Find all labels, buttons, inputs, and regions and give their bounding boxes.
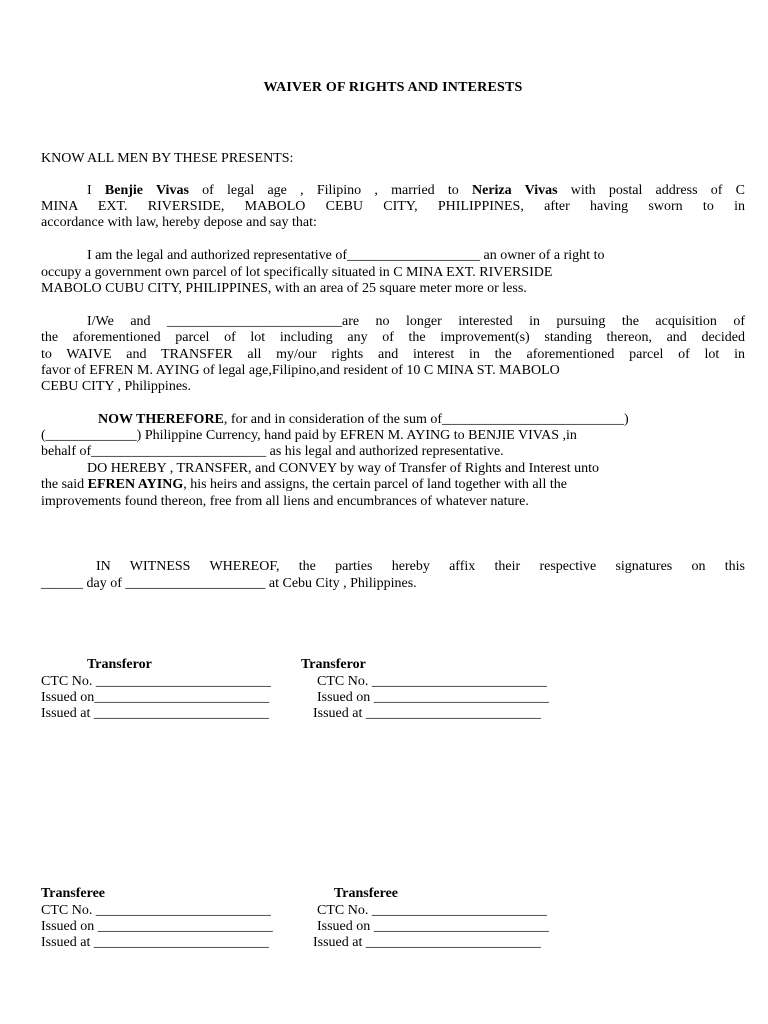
- para1-line3: accordance with law, hereby depose and say that:: [41, 215, 317, 230]
- transferor-label-left: Transferor: [87, 657, 152, 672]
- opening-line: KNOW ALL MEN BY THESE PRESENTS:: [41, 151, 294, 166]
- transferee-name: EFREN AYING: [87, 477, 184, 492]
- transferor-name: Benjie Vivas: [104, 183, 189, 198]
- transferor-issued-on-left: Issued on_________________________: [41, 690, 270, 705]
- document-title: WAIVER OF RIGHTS AND INTERESTS: [263, 80, 523, 95]
- para3-line5: CEBU CITY , Philippines.: [41, 379, 191, 394]
- para3-line2: the aforementioned parcel of lot including any of the improvement(s) standing thereon, and decided: [41, 330, 745, 345]
- para1-line2: MINA EXT. RIVERSIDE, MABOLO CEBU CITY, PHILIPPINES, after having sworn to in: [41, 199, 745, 214]
- spouse-name: Neriza Vivas: [472, 183, 558, 198]
- para5-line2: ______ day of ____________________ at Cebu City , Philippines.: [41, 576, 417, 591]
- para4-line3: behalf of_________________________ as his legal and authorized representative.: [41, 444, 504, 459]
- para1-line1: I Benjie Vivas of legal age , Filipino , married to Neriza Vivas with postal address of C: [87, 183, 745, 198]
- para4-line2: (_____________) Philippine Currency, hand paid by EFREN M. AYING to BENJIE VIVAS ,in: [41, 428, 577, 443]
- transferee-signature-block: [41, 886, 621, 956]
- para3-line3: to WAIVE and TRANSFER all my/our rights and interest in the aforementioned parcel of lot in: [41, 347, 745, 362]
- para2-line1: I am the legal and authorized representative of___________________ an owner of a right to: [87, 248, 605, 263]
- transferee-ctc-right: CTC No. _________________________: [317, 903, 547, 918]
- transferee-issued-at-left: Issued at _________________________: [41, 935, 269, 950]
- para5-line1: IN WITNESS WHEREOF, the parties hereby affix their respective signatures on this: [96, 559, 745, 574]
- transferee-issued-on-right: Issued on _________________________: [317, 919, 549, 934]
- transferor-ctc-right: CTC No. _________________________: [317, 674, 547, 689]
- para4-line4: DO HEREBY , TRANSFER, and CONVEY by way of Transfer of Rights and Interest unto: [87, 461, 600, 476]
- para3-line4: favor of EFREN M. AYING of legal age,Filipino,and resident of 10 C MINA ST. MABOLO: [41, 363, 560, 378]
- para3-line1: I/We and _________________________are no longer interested in pursuing the acquisition of: [87, 314, 745, 329]
- transferee-issued-on-left: Issued on _________________________: [41, 919, 273, 934]
- transferee-label-left: Transferee: [41, 886, 106, 901]
- transferee-label-right: Transferee: [334, 886, 399, 901]
- transferor-signature-block: [41, 657, 621, 727]
- transferor-issued-at-left: Issued at _________________________: [41, 706, 269, 721]
- para4-line6: improvements found thereon, free from all liens and encumbrances of whatever nature.: [41, 494, 529, 509]
- para4-line1: NOW THEREFORE, for and in consideration of the sum of__________________________): [98, 412, 629, 427]
- para4-line5: the said EFREN AYING, his heirs and assigns, the certain parcel of land together with all the: [41, 477, 567, 492]
- transferor-issued-at-right: Issued at _________________________: [313, 706, 541, 721]
- para2-line2: occupy a government own parcel of lot specifically situated in C MINA EXT. RIVERSIDE: [41, 265, 553, 280]
- transferee-ctc-left: CTC No. _________________________: [41, 903, 271, 918]
- transferee-issued-at-right: Issued at _________________________: [313, 935, 541, 950]
- transferor-issued-on-right: Issued on _________________________: [317, 690, 549, 705]
- para2-line3: MABOLO CUBU CITY, PHILIPPINES, with an area of 25 square meter more or less.: [41, 281, 527, 296]
- transferor-label-right: Transferor: [301, 657, 366, 672]
- transferor-ctc-left: CTC No. _________________________: [41, 674, 271, 689]
